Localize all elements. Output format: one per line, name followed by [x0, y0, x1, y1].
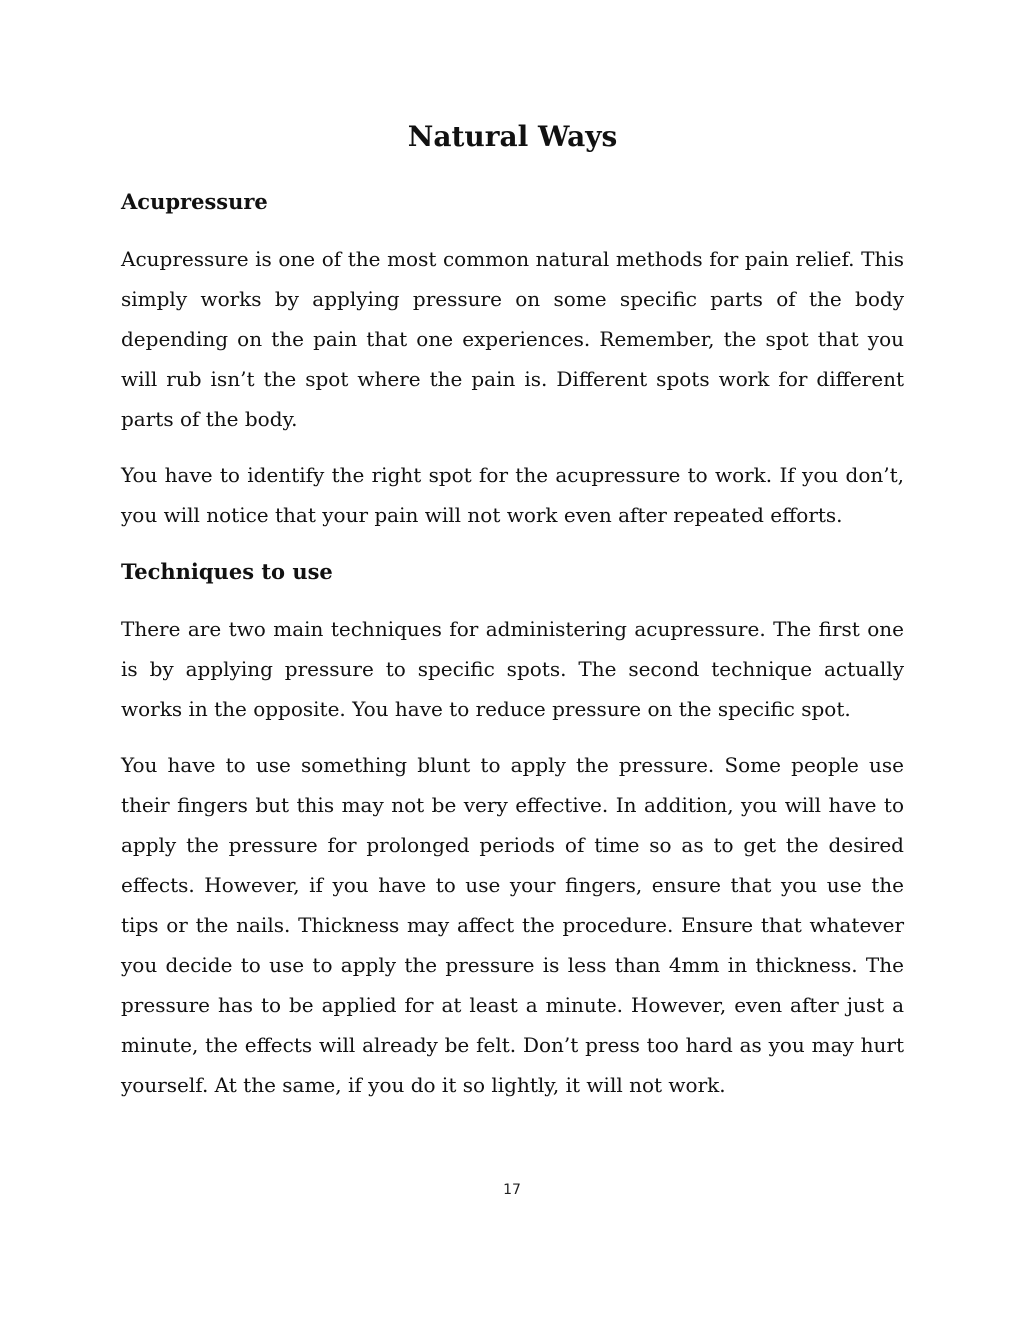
paragraph-acupressure-spot: You have to identify the right spot for the acupressure to work. If you don’t, you will notice that your pain will not work even after repeated efforts.	[121, 463, 904, 527]
section-heading-techniques: Techniques to use	[121, 559, 333, 584]
page-number: 17	[503, 1182, 521, 1198]
paragraph-techniques-intro: There are two main techniques for administering acupressure. The first one is by applying pressure to specific spots. The second technique actually works in the opposite. You have to reduce pressure on the specific spot.	[121, 617, 904, 721]
section-heading-acupressure: Acupressure	[121, 189, 268, 214]
page-title: Natural Ways	[407, 120, 618, 153]
paragraph-techniques-details: You have to use something blunt to apply the pressure. Some people use their fingers but this may not be very effective. In addition, you will have to apply the pressure for prolonged periods of time so as to get the desired effects. However, if you have to use your fingers, ensure that you use the tips or the nails. Thickness may affect the procedure. Ensure that whatever you decide to use to apply the pressure is less than 4mm in thickness. The pressure has to be applied for at least a minute. However, even after just a minute, the effects will already be felt. Don’t press too hard as you may hurt yourself. At the same, if you do it so lightly, it will not work.	[121, 753, 904, 1097]
paragraph-acupressure-intro: Acupressure is one of the most common natural methods for pain relief. This simply works by applying pressure on some specific parts of the body depending on the pain that one experiences. Remember, the spot that you will rub isn’t the spot where the pain is. Different spots work for different parts of the body.	[121, 247, 904, 431]
